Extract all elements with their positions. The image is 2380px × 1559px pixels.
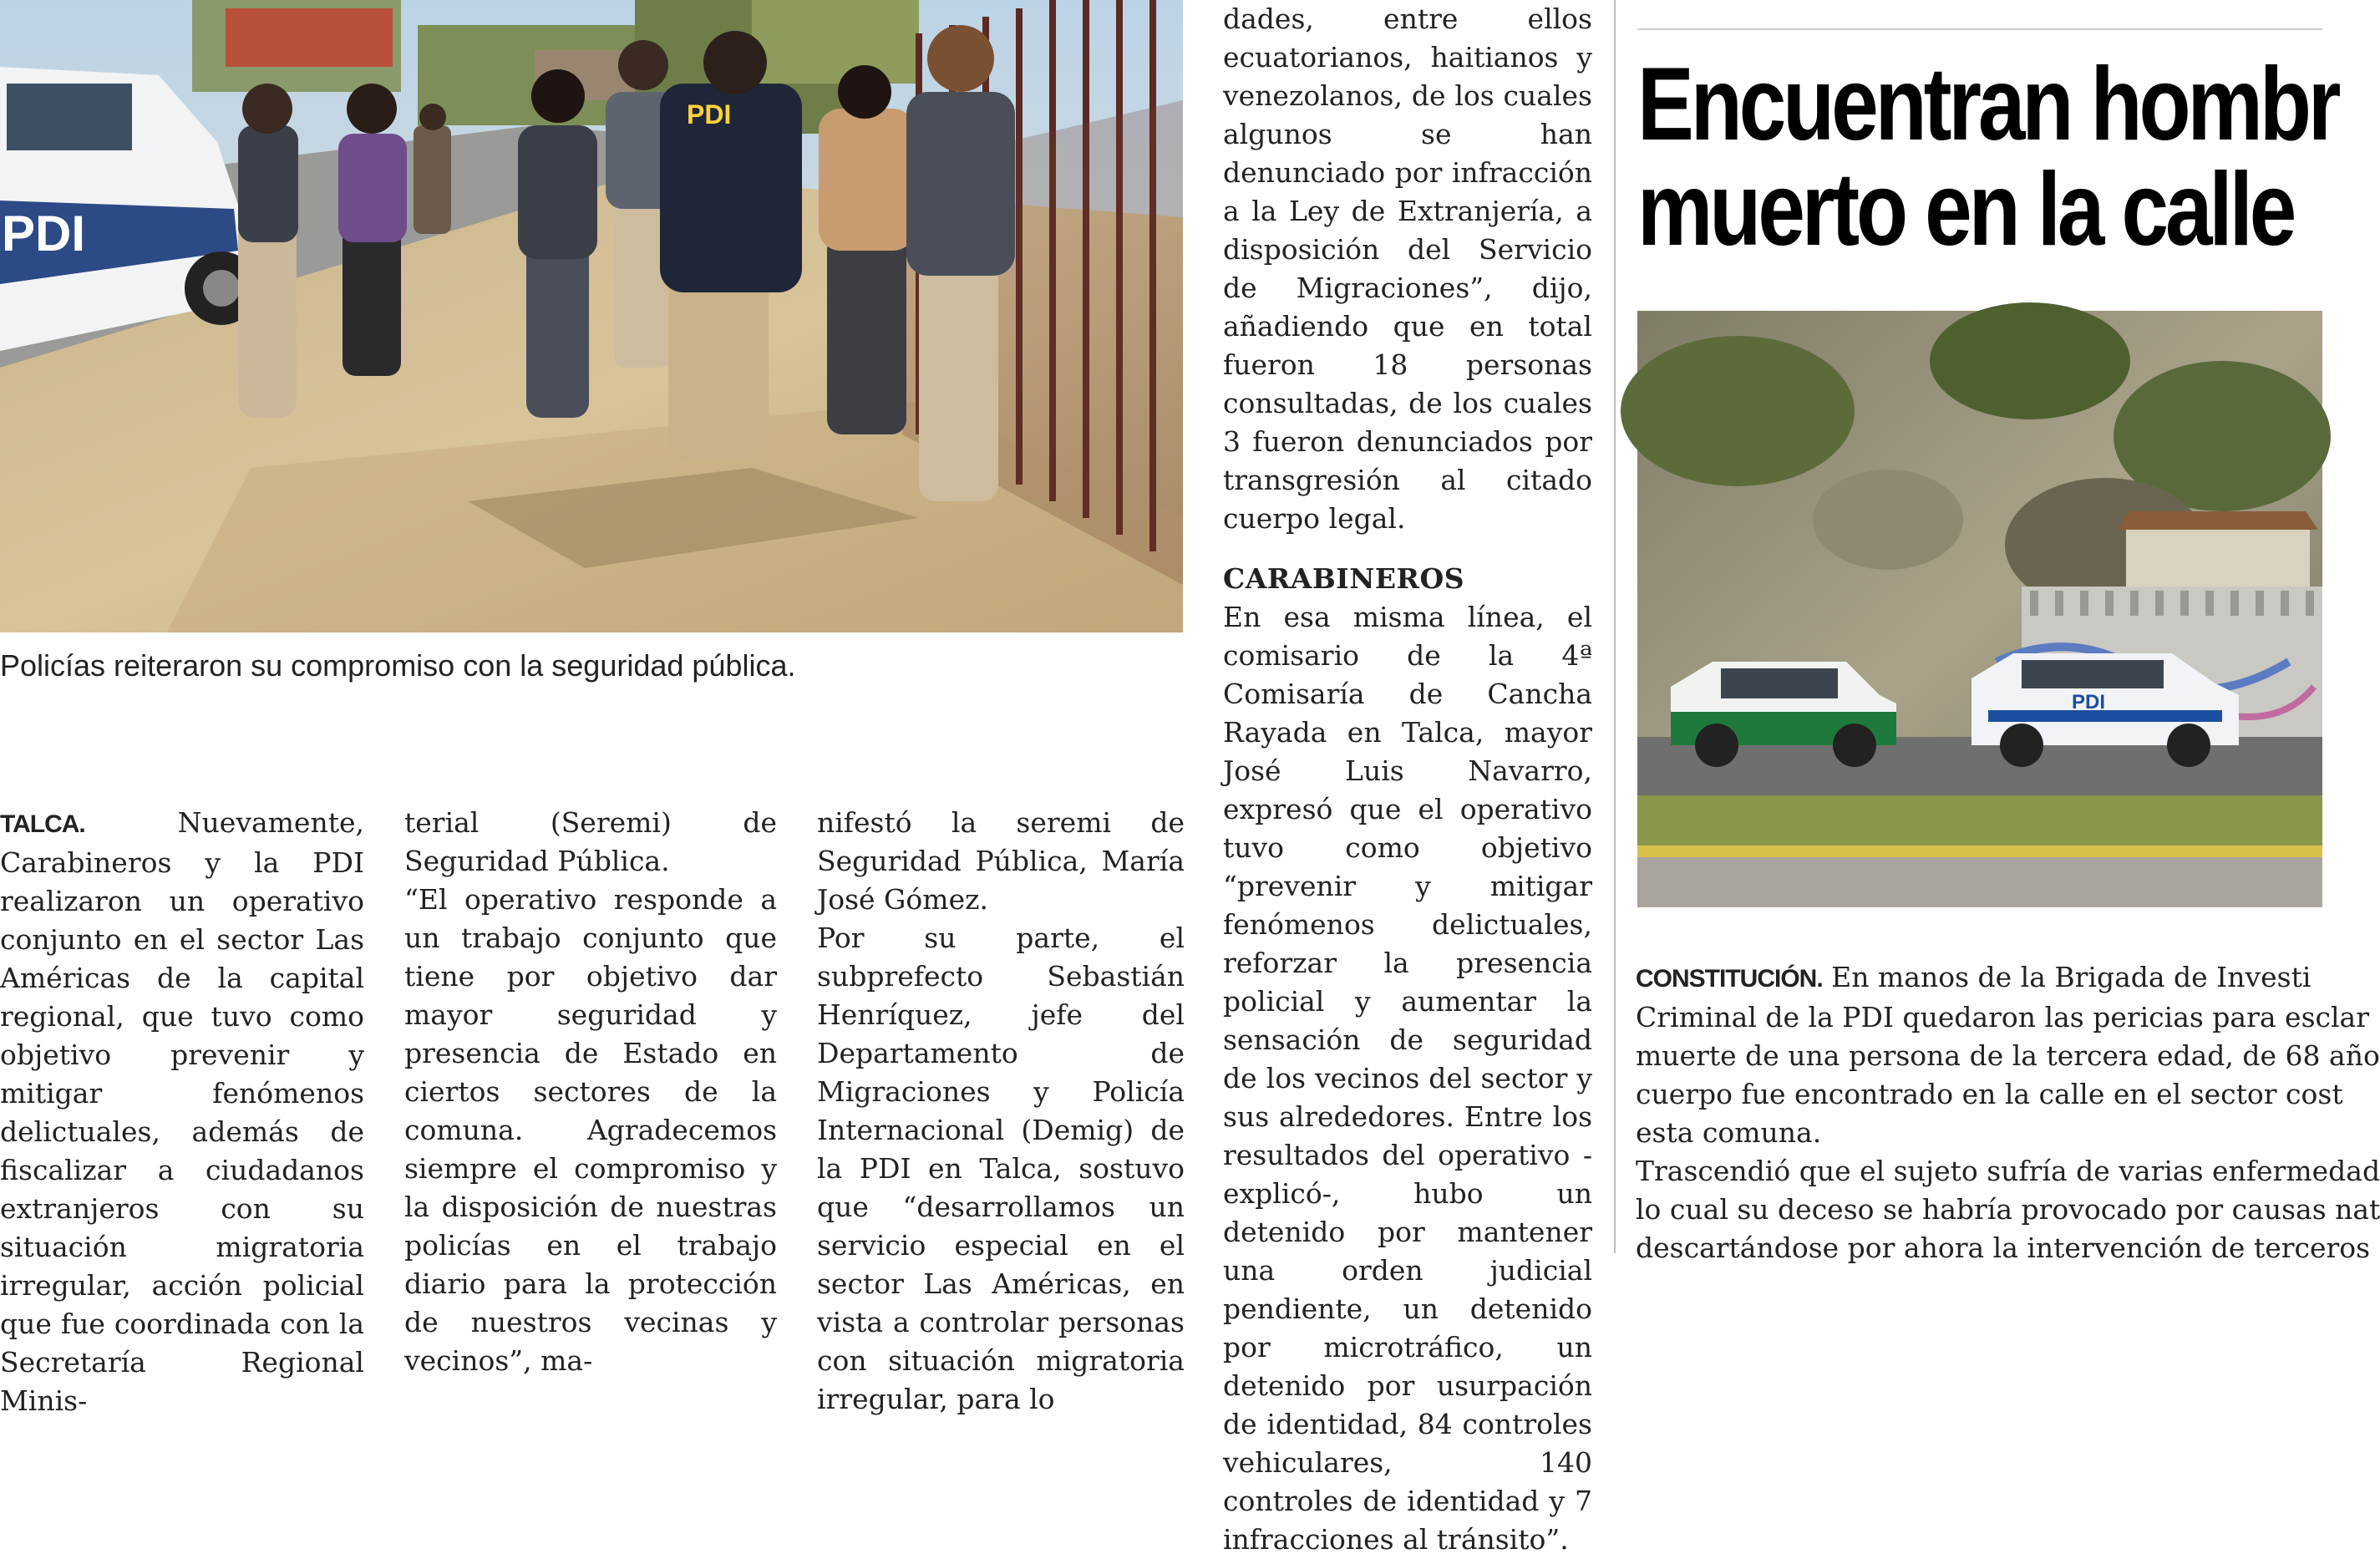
text-line: En manos de la Brigada de Investi <box>1822 961 2311 993</box>
headline-line-2: muerto en la calle <box>1637 152 2294 267</box>
article-column-2 <box>404 804 777 1380</box>
paragraph: “El operativo responde a un trabajo conjunto que tiene por objetivo dar mayor seguridad y presencia de Estado en ciertos sectores de la comuna. Agradecemos siempre el compromiso y la disposición de nuestras policías en el trabajo diario para la protección de nuestros vecinas y vecinos”, ma- <box>404 883 777 1377</box>
text-line: muerte de una persona de la tercera edad, de 68 año <box>1636 1039 2380 1072</box>
column-divider <box>1614 0 1616 1253</box>
article-column-4 <box>1223 0 1592 1559</box>
dateline: TALCA. <box>0 810 85 838</box>
text-line: descartándose por ahora la intervención de terceros <box>1636 1231 2371 1264</box>
article-headline <box>1637 47 2338 267</box>
paragraph: terial (Seremi) de Seguridad Pública. <box>404 806 777 877</box>
vest-pdi-label: PDI <box>687 99 732 129</box>
text-line: lo cual su deceso se habría provocado por causas nat <box>1636 1193 2380 1226</box>
headline-line-1: Encuentran hombr <box>1637 47 2338 162</box>
column-text: Nuevamente, Carabineros y la PDI realizaron un operativo conjunto en el sector Las Américas de la capital regional, que tuvo como objetivo prevenir y mitigar fenómenos delictuales, además de fiscalizar a ciudadanos extranjeros con su situación migratoria irregular, acción policial que fue coordinada con la Secretaría Regional Minis- <box>0 806 364 1417</box>
photo-caption: Policías reiteraron su compromiso con la seguridad pública. <box>0 648 796 683</box>
vehicle-pdi-label: PDI <box>2 206 86 262</box>
crime-scene-photo <box>1637 311 2322 907</box>
paragraph: dades, entre ellos ecuatorianos, haitianos y venezolanos, de los cuales algunos se han denunciado por infracción a la Ley de Extranjería, a disposición del Servicio de Migraciones”, dijo, añadiendo que en total fueron 18 personas consultadas, de los cuales 3 fueron denunciados por transgresión al citado cuerpo legal. <box>1223 3 1592 535</box>
paragraph: Por su parte, el subprefecto Sebastián Henríquez, jefe del Departamento de Migraciones y Policía Internacional (Demig) de la PDI en Talca, sostuvo que “desarrollamos un servicio especial en el sector Las Américas, en vista a controlar personas con situación migratoria irregular, para lo <box>817 922 1185 1415</box>
paragraph: En esa misma línea, el comisario de la 4ª Comisaría de Cancha Rayada en Talca, mayor José Luis Navarro, expresó que el operativo tuvo como objetivo “prevenir y mitigar fenómenos delictuales, reforzar la presencia policial y aumentar la sensación de seguridad de los vecinos del sector y sus alrededores. Entre los resultados del operativo -explicó-, hubo un detenido por mantener una orden judicial pendiente, un detenido por microtráfico, un detenido por usurpación de identidad, 84 controles vehiculares, 140 controles de identidad y 7 infracciones al tránsito”. <box>1223 601 1592 1556</box>
article-column-5 <box>1636 958 2380 1267</box>
text-line: Criminal de la PDI quedaron las pericias para esclar <box>1636 1001 2369 1033</box>
subheading: CARABINEROS <box>1223 562 1465 595</box>
dateline: CONSTITUCIÓN. <box>1636 965 1823 993</box>
text-line: Trascendió que el sujeto sufría de varias enfermedad <box>1636 1155 2380 1187</box>
article-column-3 <box>817 804 1185 1419</box>
top-rule <box>1637 28 2322 30</box>
vehicle-pdi-label: PDI <box>2072 691 2106 713</box>
article-column-1 <box>0 804 364 1420</box>
text-line: esta comuna. <box>1636 1116 1822 1149</box>
text-line: cuerpo fue encontrado en la calle en el sector cost <box>1636 1078 2343 1110</box>
paragraph: nifestó la seremi de Seguridad Pública, María José Gómez. <box>817 806 1185 916</box>
police-operation-photo <box>0 0 1183 632</box>
